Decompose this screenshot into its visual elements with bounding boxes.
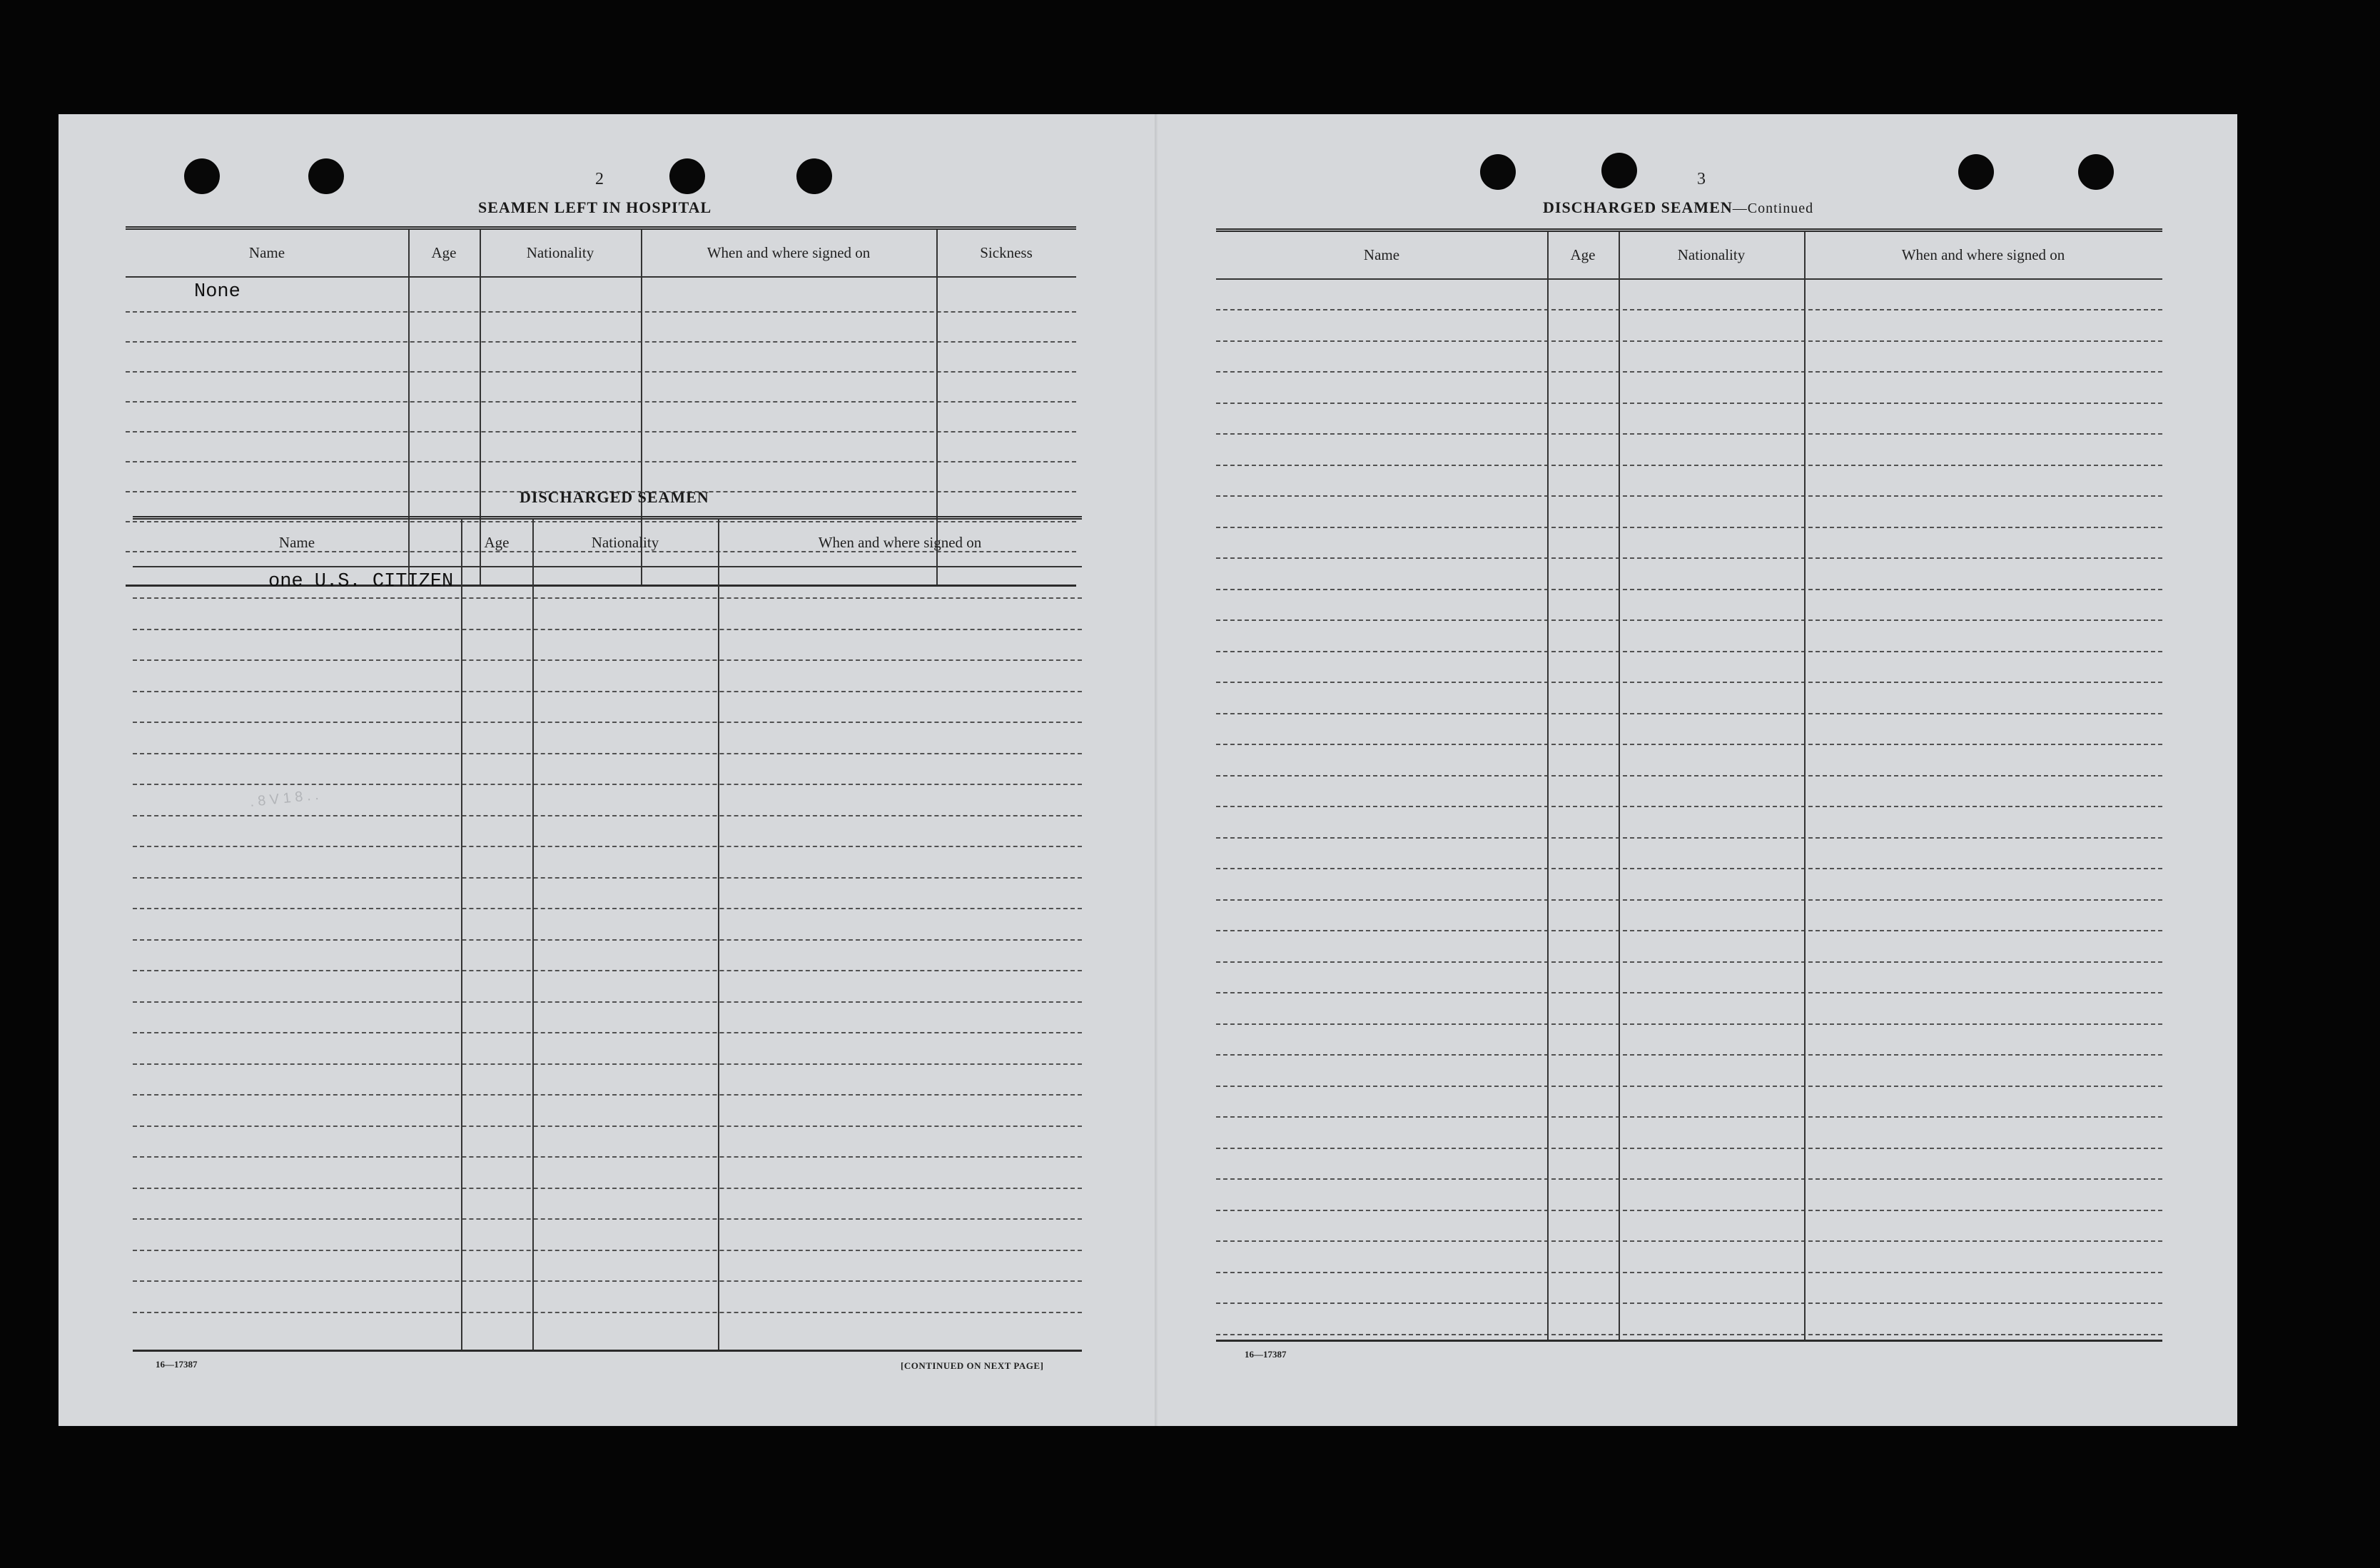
- row-rule: [133, 1250, 1082, 1251]
- row-rule: [133, 1126, 1082, 1127]
- column-divider: [718, 520, 719, 1350]
- row-rule: [1216, 1303, 2162, 1304]
- column-header: Nationality: [591, 534, 659, 551]
- continued-note: [CONTINUED ON NEXT PAGE]: [901, 1360, 1044, 1371]
- column-header: When and where signed on: [707, 244, 871, 261]
- column-header: Sickness: [980, 244, 1033, 261]
- row-rule: [126, 461, 1076, 462]
- row-rule: [1216, 1272, 2162, 1273]
- row-rule: [1216, 495, 2162, 497]
- row-rule: [133, 877, 1082, 879]
- row-rule: [126, 371, 1076, 373]
- column-header: Nationality: [1677, 246, 1746, 263]
- row-rule: [133, 784, 1082, 785]
- page-number: 3: [1697, 170, 1706, 188]
- row-rule: [1216, 775, 2162, 777]
- row-rule: [1216, 527, 2162, 528]
- row-rule: [1216, 309, 2162, 310]
- row-rule: [133, 908, 1082, 909]
- hospital-entry: None: [194, 281, 240, 303]
- row-rule: [133, 1063, 1082, 1065]
- row-rule: [133, 815, 1082, 816]
- row-rule: [133, 1156, 1082, 1158]
- discharged-continued-title: [1543, 198, 1813, 217]
- row-rule: [1216, 589, 2162, 590]
- row-rule: [1216, 619, 2162, 621]
- column-divider: [532, 520, 534, 1350]
- row-rule: [133, 629, 1082, 630]
- row-rule: [1216, 465, 2162, 466]
- column-header: Age: [484, 534, 510, 551]
- row-rule: [1216, 1086, 2162, 1087]
- row-rule: [126, 311, 1076, 313]
- column-divider: [1547, 232, 1549, 1340]
- title-suffix: —Continued: [1732, 201, 1814, 216]
- row-rule: [133, 691, 1082, 692]
- faded-stamp: . 8 V 1 8 . .: [249, 787, 320, 810]
- column-divider: [461, 520, 462, 1350]
- column-divider: [1804, 232, 1806, 1340]
- hospital-section-title: SEAMEN LEFT IN HOSPITAL: [478, 198, 712, 216]
- discharged-table: [133, 516, 1082, 1352]
- row-rule: [133, 597, 1082, 599]
- column-header: Age: [431, 244, 457, 261]
- punch-hole-icon: [796, 158, 832, 194]
- row-rule: [133, 1032, 1082, 1033]
- discharged-continued-table: [1216, 228, 2162, 1342]
- punch-hole-icon: [669, 158, 705, 194]
- row-rule: [133, 1218, 1082, 1220]
- row-rule: [1216, 1054, 2162, 1056]
- row-rule: [1216, 682, 2162, 683]
- row-rule: [1216, 806, 2162, 807]
- row-rule: [1216, 868, 2162, 869]
- row-rule: [1216, 1334, 2162, 1335]
- row-rule: [1216, 713, 2162, 714]
- row-rule: [1216, 1023, 2162, 1025]
- left-page: [59, 114, 1162, 1426]
- column-header: Name: [248, 244, 285, 261]
- row-rule: [1216, 1178, 2162, 1180]
- row-rule: [133, 722, 1082, 723]
- row-rule: [1216, 1210, 2162, 1211]
- row-rule: [133, 1312, 1082, 1313]
- punch-hole-icon: [1480, 154, 1516, 190]
- row-rule: [133, 970, 1082, 971]
- row-rule: [1216, 371, 2162, 373]
- row-rule: [1216, 837, 2162, 839]
- punch-hole-icon: [184, 158, 220, 194]
- row-rule: [133, 753, 1082, 754]
- punch-hole-icon: [1601, 153, 1637, 188]
- row-rule: [1216, 1148, 2162, 1149]
- column-header: Age: [1570, 246, 1596, 263]
- row-rule: [1216, 433, 2162, 435]
- row-rule: [133, 1188, 1082, 1189]
- discharged-entry: one U.S. CITIZEN: [268, 571, 454, 592]
- hospital-table-header: [126, 230, 1076, 278]
- punch-hole-icon: [308, 158, 344, 194]
- row-rule: [1216, 340, 2162, 342]
- column-header: When and where signed on: [818, 534, 982, 551]
- right-page: [1158, 114, 2237, 1426]
- discharged-section-title: DISCHARGED SEAMEN: [520, 488, 709, 506]
- punch-hole-icon: [1958, 154, 1994, 190]
- row-rule: [133, 659, 1082, 661]
- column-header: Nationality: [526, 244, 594, 261]
- row-rule: [1216, 744, 2162, 745]
- page-number: 2: [595, 170, 604, 188]
- row-rule: [133, 1001, 1082, 1003]
- row-rule: [1216, 961, 2162, 963]
- row-rule: [1216, 403, 2162, 404]
- row-rule: [1216, 930, 2162, 931]
- continued-table-header: [1216, 232, 2162, 280]
- punch-hole-icon: [2078, 154, 2114, 190]
- row-rule: [133, 1280, 1082, 1282]
- column-divider: [1619, 232, 1620, 1340]
- row-rule: [133, 1094, 1082, 1096]
- column-header: When and where signed on: [1901, 246, 2065, 263]
- form-number: 16—17387: [1245, 1349, 1287, 1360]
- row-rule: [133, 939, 1082, 941]
- row-rule: [1216, 557, 2162, 559]
- row-rule: [1216, 1116, 2162, 1118]
- row-rule: [1216, 651, 2162, 652]
- row-rule: [1216, 899, 2162, 901]
- discharged-table-header: [133, 520, 1082, 567]
- row-rule: [1216, 1240, 2162, 1242]
- column-header: Name: [278, 534, 315, 551]
- row-rule: [126, 401, 1076, 403]
- row-rule: [126, 341, 1076, 343]
- title-main: DISCHARGED SEAMEN: [1543, 198, 1733, 216]
- row-rule: [126, 431, 1076, 433]
- column-header: Name: [1363, 246, 1400, 263]
- row-rule: [1216, 992, 2162, 993]
- row-rule: [133, 846, 1082, 847]
- form-number: 16—17387: [156, 1359, 198, 1370]
